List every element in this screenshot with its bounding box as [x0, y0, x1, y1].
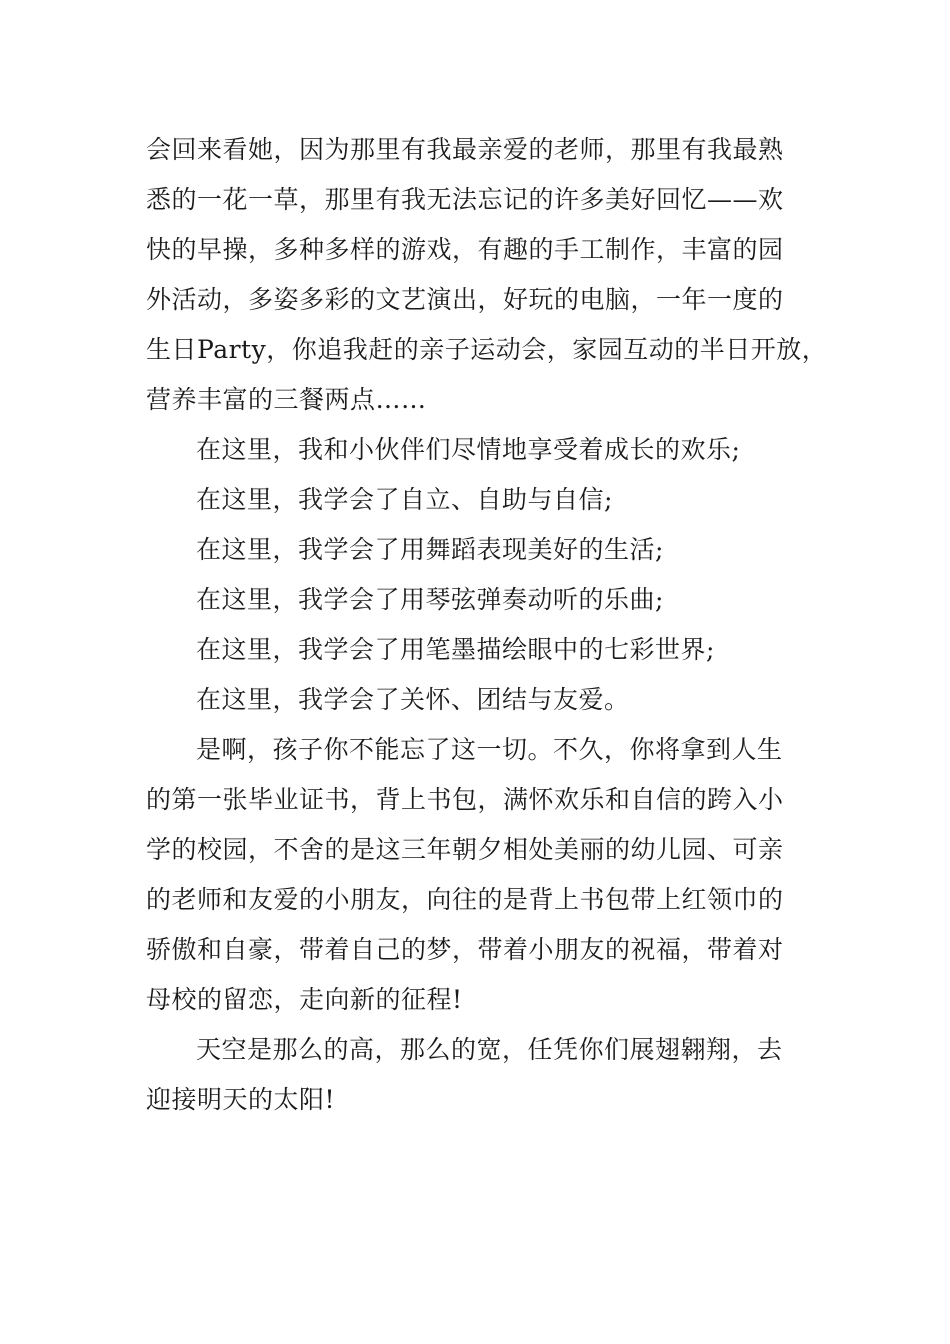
text-line: 的第一张毕业证书，背上书包，满怀欢乐和自信的跨入小	[146, 785, 784, 814]
document-body	[146, 125, 826, 1125]
text-line: 是啊，孩子你不能忘了这一切。不久，你将拿到人生	[196, 735, 783, 764]
text-line: 在这里，我学会了用笔墨描绘眼中的七彩世界;	[196, 635, 715, 664]
text-line: 会回来看她，因为那里有我最亲爱的老师，那里有我最熟	[146, 135, 784, 164]
text-line: 生日Party，你追我赶的亲子运动会，家园互动的半日开放，	[146, 335, 828, 364]
text-line: 骄傲和自豪，带着自己的梦，带着小朋友的祝福，带着对	[146, 935, 784, 964]
text-line: 在这里，我学会了用舞蹈表现美好的生活;	[196, 535, 664, 564]
text-line: 学的校园，不舍的是这三年朝夕相处美丽的幼儿园、可亲	[146, 835, 784, 864]
text-line: 在这里，我和小伙伴们尽情地享受着成长的欢乐;	[196, 435, 741, 464]
text-line: 母校的留恋，走向新的征程!	[146, 985, 463, 1014]
text-line: 在这里，我学会了自立、自助与自信;	[196, 485, 613, 514]
text-line: 迎接明天的太阳!	[146, 1085, 336, 1114]
text-line: 天空是那么的高，那么的宽，任凭你们展翅翱翔，去	[196, 1035, 783, 1064]
text-line: 悉的一花一草，那里有我无法忘记的许多美好回忆——欢	[146, 185, 784, 214]
text-line: 营养丰富的三餐两点……	[146, 385, 427, 414]
text-line: 的老师和友爱的小朋友，向往的是背上书包带上红领巾的	[146, 885, 784, 914]
text-line: 在这里，我学会了关怀、团结与友爱。	[196, 685, 630, 714]
text-line: 快的早操，多种多样的游戏，有趣的手工制作，丰富的园	[146, 235, 784, 264]
text-line: 外活动，多姿多彩的文艺演出，好玩的电脑，一年一度的	[146, 285, 784, 314]
text-line: 在这里，我学会了用琴弦弹奏动听的乐曲;	[196, 585, 664, 614]
